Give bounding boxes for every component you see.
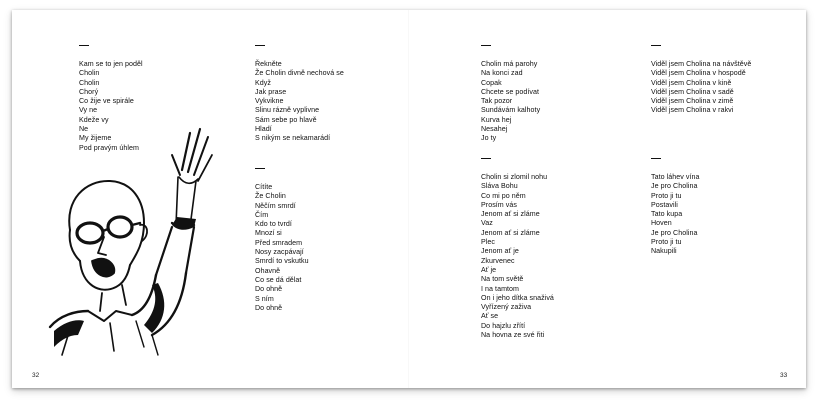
poem-stanza xyxy=(481,158,554,340)
poem-line: Pod pravým úhlem xyxy=(79,143,139,152)
poem-line: On i jeho dítka snaživá xyxy=(481,293,554,302)
poem-line: Kam se to jen poděl xyxy=(79,60,143,68)
poem-line: Nakupili xyxy=(651,247,677,256)
stanza-lines xyxy=(255,183,309,313)
poem-line: Hoven xyxy=(651,219,672,228)
stanza-dash xyxy=(79,45,89,46)
poem-line: S ním xyxy=(255,294,274,303)
poem-line: Mnozí si xyxy=(255,229,282,238)
poem-line: Cholin xyxy=(79,69,100,78)
poem-line: Kdeže vy xyxy=(79,115,109,124)
poem-line: Hladí xyxy=(255,125,272,134)
poem-line: Cítíte xyxy=(255,183,273,191)
poem-line: Ohavně xyxy=(255,266,281,275)
poem-line: Že Cholin divně nechová se xyxy=(255,69,344,78)
stanza-lines xyxy=(651,60,751,116)
poem-line: Ať se xyxy=(481,312,499,321)
stanza-lines xyxy=(79,60,143,153)
poem-line: Tato láhev vína xyxy=(651,173,700,181)
stanza-lines xyxy=(481,173,554,340)
poem-line: Chorý xyxy=(79,87,99,96)
poem-line: Cholin si zlomil nohu xyxy=(481,173,548,181)
poem-line: Nesahej xyxy=(481,125,508,134)
poem-line: Kdo to tvrdí xyxy=(255,220,292,229)
poem-line: Před smradem xyxy=(255,238,303,247)
poem-line: Viděl jsem Cholina na návštěvě xyxy=(651,60,752,68)
poem-line: Viděl jsem Cholina v kině xyxy=(651,78,732,87)
poem-line: Vyřízený zaživa xyxy=(481,303,532,312)
poem-line: My žijeme xyxy=(79,134,112,143)
stanza-dash xyxy=(481,158,491,159)
stanza-dash xyxy=(651,158,661,159)
stanza-lines xyxy=(255,60,344,144)
poem-line: Smrdí to vskutku xyxy=(255,257,309,266)
poem-line: Jak prase xyxy=(255,87,287,96)
poem-line: Co mi po něm xyxy=(481,191,526,200)
poem-line: Na tom světě xyxy=(481,275,524,284)
poem-line: Chcete se podívat xyxy=(481,87,540,96)
poem-line: Prosím vás xyxy=(481,200,517,209)
poem-line: Sláva Bohu xyxy=(481,182,518,191)
poem-line: Zkurvenec xyxy=(481,256,515,265)
poem-line: Postavili xyxy=(651,200,678,209)
poem-stanza xyxy=(255,45,344,144)
poem-line: Copak xyxy=(481,78,502,87)
page-number-right: 33 xyxy=(780,372,788,379)
poem-line: Cholin xyxy=(79,78,100,87)
poem-line: Co se dá dělat xyxy=(255,275,302,284)
poem-stanza xyxy=(255,168,309,313)
poem-line: Do hajzlu zřítí xyxy=(481,321,526,330)
poem-line: Čím xyxy=(255,210,269,219)
poem-line: Vykvikne xyxy=(255,97,284,106)
poem-line: Sám sebe po hlavě xyxy=(255,115,317,124)
poem-line: Je pro Cholina xyxy=(651,228,698,237)
poem-line: Nosy zacpávají xyxy=(255,248,304,257)
poem-stanza xyxy=(481,45,540,144)
book-gutter xyxy=(408,10,409,388)
poem-line: Tak pozor xyxy=(481,97,513,106)
poem-line: Proto ji tu xyxy=(651,191,682,200)
poem-line: I na tamtom xyxy=(481,284,520,293)
stanza-dash xyxy=(255,45,265,46)
poem-line: Do ohně xyxy=(255,303,283,312)
poem-line: Vy ne xyxy=(79,106,98,115)
poem-line: Na hovna ze své řiti xyxy=(481,331,545,340)
poem-line: Viděl jsem Cholina v rakvi xyxy=(651,106,734,115)
page-number-left: 32 xyxy=(32,372,40,379)
poem-line: Jenom ať je xyxy=(481,247,519,256)
poem-line: Je pro Cholina xyxy=(651,182,698,191)
poem-line: Proto ji tu xyxy=(651,238,682,247)
stanza-lines xyxy=(651,173,699,257)
stanza-lines xyxy=(481,60,540,144)
poem-line: Ne xyxy=(79,125,89,134)
poem-line: Viděl jsem Cholina v zimě xyxy=(651,97,734,106)
poem-stanza xyxy=(651,158,699,257)
poem-line: Vaz xyxy=(481,219,493,228)
poem-line: Sundávám kalhoty xyxy=(481,106,541,115)
stanza-dash xyxy=(651,45,661,46)
poem-line: Kurva hej xyxy=(481,115,512,124)
poem-line: Do ohně xyxy=(255,285,283,294)
poem-line: Plec xyxy=(481,238,495,247)
stanza-dash xyxy=(481,45,491,46)
poem-stanza xyxy=(651,45,751,116)
poem-line: S nikým se nekamarádí xyxy=(255,134,331,143)
poem-line: Ať je xyxy=(481,265,497,274)
poem-line: Tato kupa xyxy=(651,210,683,219)
poem-line: Jo ty xyxy=(481,134,497,143)
poem-line: Řekněte xyxy=(255,60,282,68)
poem-line: Viděl jsem Cholina v sadě xyxy=(651,87,734,96)
poem-line: Jenom ať si zláme xyxy=(481,228,540,237)
poem-line: Něčím smrdí xyxy=(255,201,296,210)
poem-line: Co žije ve spirále xyxy=(79,97,134,106)
poem-line: Cholin má parohy xyxy=(481,60,538,68)
stanza-dash xyxy=(255,168,265,169)
poem-line: Viděl jsem Cholina v hospodě xyxy=(651,69,746,78)
poem-line: Jenom ať si zláme xyxy=(481,210,540,219)
poem-line: Slinu rázně vyplivne xyxy=(255,106,320,115)
poem-line: Když xyxy=(255,78,271,87)
poem-line: Že Cholin xyxy=(255,192,286,201)
poem-line: Na konci zad xyxy=(481,69,523,78)
poem-stanza xyxy=(79,45,143,153)
